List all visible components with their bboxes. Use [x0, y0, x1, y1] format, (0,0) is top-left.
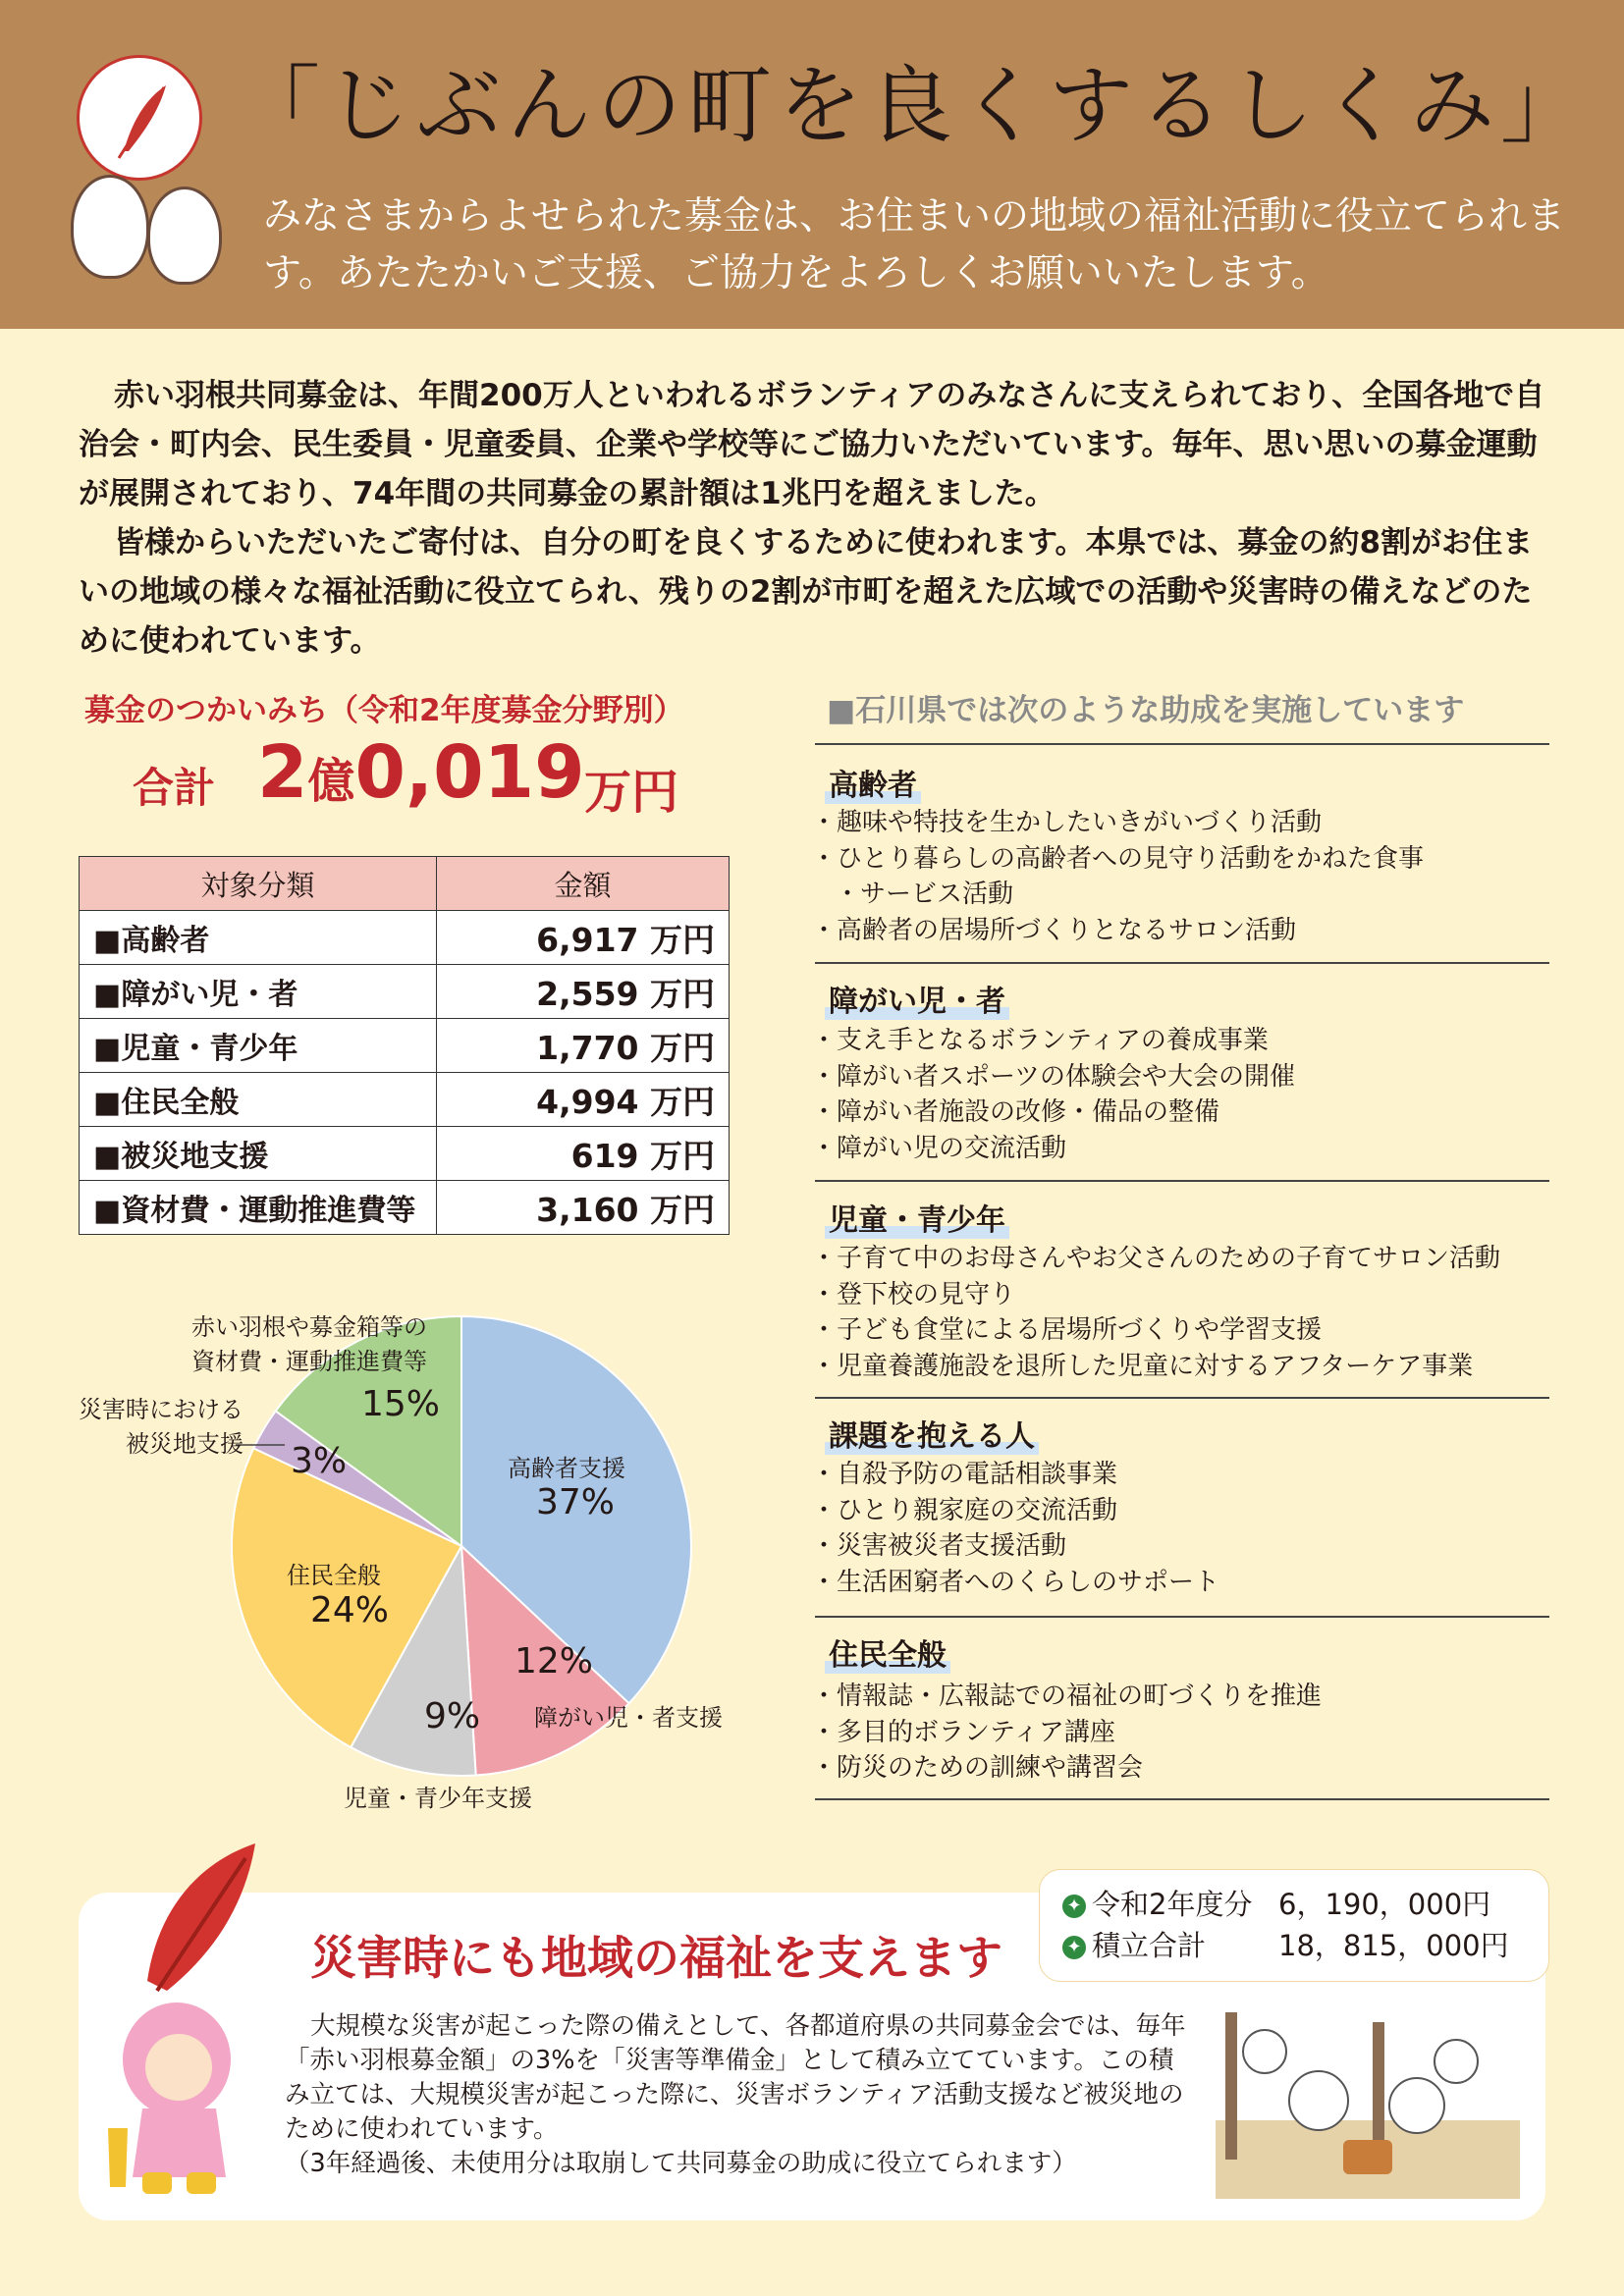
intro-paragraph: 皆様からいただいたご寄付は、自分の町を良くするために使われます。本県では、募金の約8割がお住まいの地域の様々な福祉活動に役立てられ、残りの2割が市町を超えた広域での活動や災害時の備えなどのために使われています。 — [79, 525, 1534, 659]
list-item: ・ ひとり暮らしの高齢者への見守り活動をかねた食事 — [811, 841, 1557, 878]
list-item: ・ 子ども食堂による居場所づくりや学習支援 — [811, 1312, 1557, 1349]
list-item: ・ 障がい者スポーツの体験会や大会の開催 — [811, 1059, 1557, 1095]
pie-label-line: 被災地支援 — [126, 1430, 244, 1458]
grant-list — [811, 1241, 1557, 1384]
category-cell: ■児童・青少年 — [80, 1019, 437, 1073]
column-header: 対象分類 — [80, 857, 437, 911]
pie-label-line: 赤い羽根や募金箱等の — [191, 1313, 427, 1341]
pie-pct-disaster: 3% — [291, 1441, 348, 1481]
list-item: ・ 生活困窮者へのくらしのサポート — [811, 1565, 1557, 1601]
divider — [815, 1798, 1549, 1800]
pie-pct-youth: 9% — [424, 1696, 481, 1736]
pie-pct-disabled: 12% — [514, 1641, 594, 1682]
pie-pct-materials: 15% — [361, 1384, 441, 1424]
pie-pct-elderly: 37% — [536, 1482, 616, 1522]
list-item: ・ 情報誌・広報誌での福祉の町づくりを推進 — [811, 1679, 1557, 1715]
amount-cell: 619 万円 — [437, 1127, 730, 1181]
divider — [815, 1180, 1549, 1182]
allocation-table — [79, 856, 730, 1235]
pie-label-disaster — [79, 1390, 244, 1459]
amount-cell: 4,994 万円 — [437, 1073, 730, 1127]
table-header-row — [80, 857, 730, 911]
page-subtitle: みなさまからよせられた募金は、お住まいの地域の福祉活動に役立てられます。あたたかいご支援、ご協力をよろしくお願いいたします。 — [263, 194, 1566, 295]
amount-cell: 1,770 万円 — [437, 1019, 730, 1073]
total-amount — [257, 730, 585, 815]
grant-category-title: 障がい児・者 — [825, 977, 1009, 1020]
red-feather-logo — [77, 55, 202, 181]
total-oku-value: 2 — [257, 730, 308, 815]
list-item: ・ 趣味や特技を生かしたいきがいづくり活動 — [811, 805, 1557, 841]
divider — [815, 962, 1549, 964]
fund-row — [1062, 1883, 1491, 1923]
list-item: ・ 高齢者の居場所づくりとなるサロン活動 — [811, 913, 1557, 949]
disaster-title: 災害時にも地域の福祉を支えます — [310, 1932, 1002, 1986]
rabbit-mascot-icon — [147, 187, 222, 285]
table-row — [80, 965, 730, 1019]
grant-list — [811, 1023, 1557, 1166]
category-cell: ■住民全般 — [80, 1073, 437, 1127]
feather-bullet-icon: ✦ — [1062, 1936, 1086, 1959]
pie-label-disabled: 障がい児・者支援 — [534, 1704, 723, 1732]
list-item: ・ 防災のための訓練や講習会 — [811, 1750, 1557, 1787]
pie-label-elderly: 高齢者支援 — [508, 1455, 625, 1482]
feather-mascot-icon — [88, 1834, 285, 2207]
intro-paragraph: 赤い羽根共同募金は、年間200万人といわれるボランティアのみなさんに支えられており、全国各地で自治会・町内会、民生委員・児童委員、企業や学校等にご協力いただいています。毎年、思い思いの募金運動が展開されており、74年間の共同募金の累計額は1兆円を超えました。 — [79, 378, 1545, 511]
list-item: ・ 子育て中のお母さんやお父さんのための子育てサロン活動 — [811, 1241, 1557, 1277]
pie-label-residents: 住民全般 — [287, 1562, 381, 1589]
divider — [815, 1397, 1549, 1399]
table-row — [80, 1073, 730, 1127]
list-item: ・ 障がい児の交流活動 — [811, 1131, 1557, 1167]
total-oku-unit: 億 — [307, 754, 355, 809]
list-item: ・ 障がい者施設の改修・備品の整備 — [811, 1095, 1557, 1131]
table-row — [80, 911, 730, 965]
list-item: ・ 児童養護施設を退所した児童に対するアフターケア事業 — [811, 1349, 1557, 1385]
list-item: ・ ひとり親家庭の交流活動 — [811, 1493, 1557, 1529]
disaster-description — [285, 2009, 1188, 2181]
list-item: ・ 災害被災者支援活動 — [811, 1528, 1557, 1565]
fund-row — [1062, 1924, 1509, 1964]
table-row — [80, 1019, 730, 1073]
grant-category-title: 高齢者 — [825, 761, 921, 804]
usage-title: 募金のつかいみち（令和2年度募金分野別） — [84, 693, 684, 728]
pie-label-materials — [191, 1308, 427, 1376]
total-unit: 万円 — [584, 765, 679, 820]
category-cell: ■高齢者 — [80, 911, 437, 965]
fund-label: 令和2年度分 — [1092, 1888, 1253, 1921]
grant-category-title: 課題を抱える人 — [825, 1412, 1039, 1455]
volunteer-illustration — [1206, 1993, 1530, 2204]
amount-cell: 2,559 万円 — [437, 965, 730, 1019]
grant-list — [811, 1457, 1557, 1600]
category-cell: ■障がい児・者 — [80, 965, 437, 1019]
pie-pct-residents: 24% — [310, 1590, 390, 1630]
table-row — [80, 1181, 730, 1235]
total-label: 合計 — [133, 764, 216, 812]
list-item-continuation-text: サービス活動 — [860, 880, 1014, 909]
list-item-continuation — [811, 877, 1557, 913]
list-item: ・ 支え手となるボランティアの養成事業 — [811, 1023, 1557, 1059]
fund-value: 18，815，000円 — [1278, 1929, 1509, 1962]
grant-list — [811, 805, 1557, 948]
amount-cell: 6,917 万円 — [437, 911, 730, 965]
list-item: ・ 多目的ボランティア講座 — [811, 1715, 1557, 1751]
pie-label-line: 災害時における — [79, 1396, 244, 1423]
total-man-value: 0,019 — [354, 730, 585, 815]
pie-label-line: 資材費・運動推進費等 — [191, 1348, 427, 1375]
amount-cell: 3,160 万円 — [437, 1181, 730, 1235]
list-item: ・ 自殺予防の電話相談事業 — [811, 1457, 1557, 1493]
rabbit-mascot-icon — [71, 175, 149, 279]
disaster-body: 大規模な災害が起こった際の備えとして、各都道府県の共同募金会では、毎年「赤い羽根募金額」の3%を「災害等準備金」として積み立てています。この積み立ては、大規模災害が起こった際に、災害ボランティア活動支援など被災地のために使われています。 — [285, 2011, 1186, 2144]
fund-label: 積立合計 — [1092, 1929, 1207, 1962]
page-title: 「じぶんの町を良くするしくみ」 — [236, 57, 1591, 155]
table-row — [80, 1127, 730, 1181]
grant-category-title: 住民全般 — [825, 1630, 950, 1674]
category-cell: ■被災地支援 — [80, 1127, 437, 1181]
list-item: ・ 登下校の見守り — [811, 1277, 1557, 1313]
grants-heading: ■石川県では次のような助成を実施しています — [827, 693, 1465, 728]
column-header: 金額 — [437, 857, 730, 911]
pie-label-youth: 児童・青少年支援 — [344, 1785, 532, 1812]
grant-list — [811, 1679, 1557, 1787]
category-cell: ■資材費・運動推進費等 — [80, 1181, 437, 1235]
disaster-note: （3年経過後、未使用分は取崩して共同募金の助成に役立てられます） — [285, 2149, 1077, 2178]
divider — [815, 743, 1549, 745]
grant-category-title: 児童・青少年 — [825, 1196, 1009, 1239]
feather-bullet-icon: ✦ — [1062, 1895, 1086, 1918]
divider — [815, 1616, 1549, 1618]
fund-value: 6，190，000円 — [1278, 1888, 1491, 1921]
